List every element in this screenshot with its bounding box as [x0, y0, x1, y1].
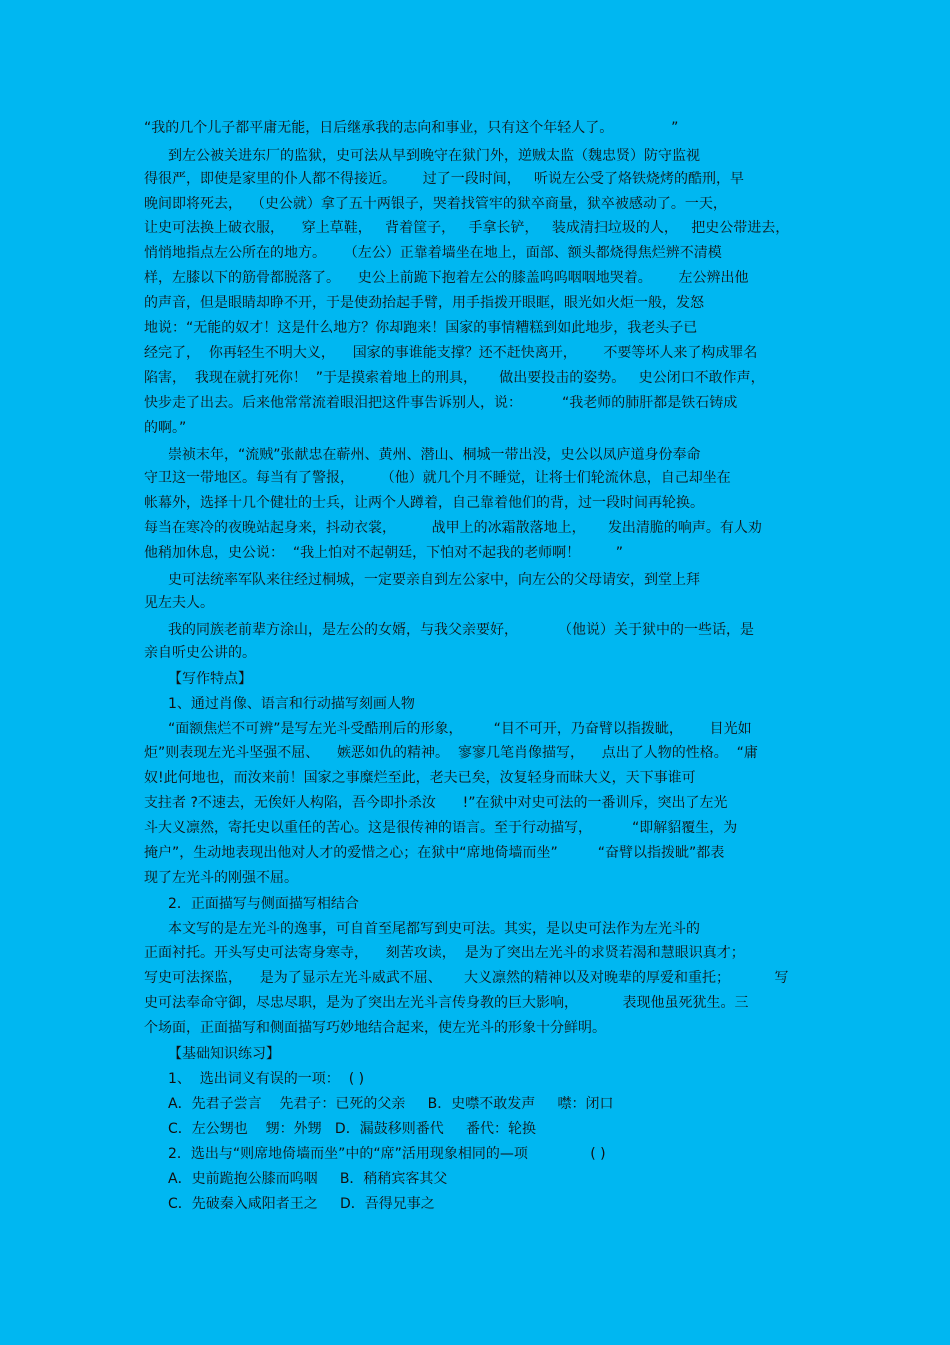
text-line: 的声音，但是眼睛却睁不开，于是使劲抬起手臂，用手指拨开眼眶，眼光如火炬一般，发怒	[144, 295, 704, 311]
text-line: 史可法奉命守御，尽忠尽职，是为了突出左光斗言传身教的巨大影响， 表现他虽死犹生。三	[144, 995, 749, 1011]
option-line: A．史前跪抱公膝而呜咽 B．稍稍宾客其父	[168, 1171, 448, 1187]
text-line: 样，左膝以下的筋骨都脱落了。 史公上前跪下抱着左公的膝盖呜呜咽咽地哭着。 左公辨出他	[144, 270, 749, 286]
text-line: 得很严，即使是家里的仆人都不得接近。 过了一段时间， 听说左公受了烙铁烧烤的酷刑，早	[144, 171, 745, 187]
text-line: “面额焦烂不可辨”是写左光斗受酷刑后的形象， “目不可开，乃奋臂以指拨眦， 目光如	[168, 721, 752, 737]
text-line: 我的同族老前辈方涂山，是左公的女婿，与我父亲要好， （他说）关于狱中的一些话，是	[168, 622, 755, 638]
subsection-heading: 1、通过肖像、语言和行动描写刻画人物	[168, 696, 415, 712]
text-line: 地说：“无能的奴才！这是什么地方？你却跑来！国家的事情糟糕到如此地步，我老头子已	[144, 320, 698, 336]
subsection-heading: 2．正面描写与侧面描写相结合	[168, 896, 359, 912]
text-line: 现了左光斗的刚强不屈。	[144, 870, 298, 886]
text-line: 经完了， 你再轻生不明大义， 国家的事谁能支撑？还不赶快离开， 不要等坏人来了构成罪名	[144, 345, 758, 361]
text-line: 到左公被关进东厂的监狱，史可法从早到晚守在狱门外，逆贼太监（魏忠贤）防守监视	[168, 148, 700, 164]
text-line: 帐幕外，选择十几个健壮的士兵，让两个人蹲着，自己靠着他们的背，过一段时间再轮换。	[144, 495, 704, 511]
text-line: 快步走了出去。后来他常常流着眼泪把这件事告诉别人，说： “我老师的肺肝都是铁石铸成	[144, 395, 738, 411]
question-line: 1、 选出词义有误的一项： ( )	[168, 1071, 365, 1087]
text-line: 史可法统率军队来往经过桐城，一定要亲自到左公家中，向左公的父母请安，到堂上拜	[168, 572, 700, 588]
text-line: 陷害， 我现在就打死你！ ”于是摸索着地上的刑具， 做出要投击的姿势。 史公闭口不敢作声，	[144, 370, 765, 386]
text-line: 他稍加休息，史公说： “我上怕对不起朝廷，下怕对不起我的老师啊！ ”	[144, 545, 624, 561]
text-line: 晚间即将死去， （史公就）拿了五十两银子，哭着找管牢的狱卒商量，狱卒被感动了。一天，	[144, 196, 727, 212]
text-line: 每当在寒冷的夜晚站起身来，抖动衣裳， 战甲上的冰霜散落地上， 发出清脆的响声。有人劝	[144, 520, 762, 536]
section-heading: 【写作特点】	[168, 671, 252, 687]
text-line: 崇祯末年，“流贼”张献忠在蕲州、黄州、潜山、桐城一带出没，史公以凤庐道身份奉命	[168, 447, 701, 463]
text-line: “我的几个儿子都平庸无能，日后继承我的志向和事业，只有这个年轻人了。 ”	[144, 120, 679, 136]
option-line: C．先破秦入咸阳者王之 D．吾得兄事之	[168, 1196, 435, 1212]
question-line: 2．选出与“则席地倚墙而坐”中的“席”活用现象相同的—项 ( )	[168, 1146, 606, 1162]
text-line: 写史可法探监， 是为了显示左光斗威武不屈、 大义凛然的精神以及对晚辈的厚爱和重托； 写	[144, 970, 789, 986]
text-line: 炬”则表现左光斗坚强不屈、 嫉恶如仇的精神。 寥寥几笔肖像描写， 点出了人物的性格。 “庸	[144, 745, 758, 761]
text-line: 让史可法换上破衣服， 穿上草鞋， 背着筐子， 手拿长铲， 装成清扫垃圾的人， 把史公带进去，	[144, 220, 790, 236]
text-line: 悄悄地指点左公所在的地方。 （左公）正靠着墙坐在地上，面部、额头都烧得焦烂辨不清模	[144, 245, 722, 261]
text-line: 正面衬托。开头写史可法寄身寒寺， 刻苦攻读， 是为了突出左光斗的求贤若渴和慧眼识真才；	[144, 945, 745, 961]
text-line: 见左夫人。	[144, 595, 214, 611]
text-line: 本文写的是左光斗的逸事，可自首至尾都写到史可法。其实，是以史可法作为左光斗的	[168, 921, 700, 937]
text-line: 奴!此何地也，而汝来前！国家之事糜烂至此，老夫已矣，汝复轻身而昧大义，天下事谁可	[144, 770, 696, 786]
option-line: C．左公甥也 甥：外甥 D．漏鼓移则番代 番代：轮换	[168, 1121, 536, 1137]
text-line: 的啊。”	[144, 420, 187, 436]
text-line: 支拄者 ?不速去，无俟奸人构陷，吾今即扑杀汝 !”在狱中对史可法的一番训斥，突出了左光	[144, 795, 728, 811]
section-heading: 【基础知识练习】	[168, 1046, 280, 1062]
option-line: A．先君子尝言 先君子：已死的父亲 B．史噤不敢发声 噤：闭口	[168, 1096, 614, 1112]
text-line: 个场面，正面描写和侧面描写巧妙地结合起来，使左光斗的形象十分鲜明。	[144, 1020, 606, 1036]
text-line: 斗大义凛然，寄托史以重任的苦心。这是很传神的语言。至于行动描写， “即解貂覆生，为	[144, 820, 738, 836]
text-line: 掩户”，生动地表现出他对人才的爱惜之心；在狱中“席地倚墙而坐” “奋臂以指拨眦”都表	[144, 845, 725, 861]
text-line: 守卫这一带地区。每当有了警报， （他）就几个月不睡觉，让将士们轮流休息，自己却坐在	[144, 470, 731, 486]
text-line: 亲自听史公讲的。	[144, 645, 256, 661]
